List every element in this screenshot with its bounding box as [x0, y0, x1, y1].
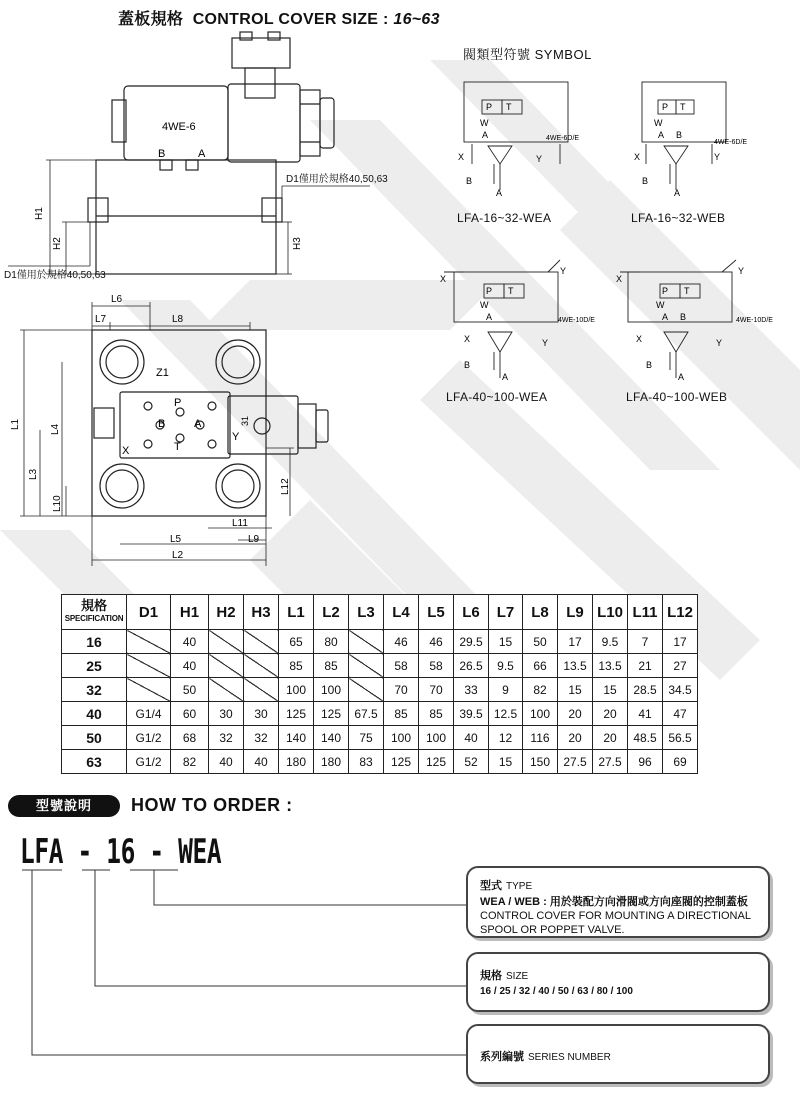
- spec-cell: 30: [209, 702, 244, 726]
- dim-l7: L7: [95, 314, 107, 325]
- sym3-x-top: X: [440, 274, 447, 284]
- dim-l6: L6: [111, 294, 123, 305]
- sym2-valve: 4WE-6D/E: [714, 139, 748, 146]
- spec-cell: 70: [419, 678, 454, 702]
- spec-cell: [127, 678, 171, 702]
- side-port-b: B: [158, 148, 166, 160]
- sym4-y: Y: [716, 338, 723, 348]
- spec-cell: 58: [419, 654, 454, 678]
- spec-cell: 83: [349, 750, 384, 774]
- spec-cell: [209, 630, 244, 654]
- spec-row: [62, 630, 698, 654]
- spec-cell: 140: [279, 726, 314, 750]
- type-box: [466, 866, 770, 938]
- sym2-a2: A: [674, 188, 681, 198]
- dim-l8: L8: [172, 314, 184, 325]
- spec-cell: [209, 678, 244, 702]
- dim-h3-label: H3: [292, 237, 303, 250]
- size-box: [466, 952, 770, 1012]
- sym4-y-top: Y: [738, 266, 745, 276]
- sym3-b: B: [464, 360, 471, 370]
- symbol-diagrams: [430, 60, 800, 400]
- spec-cell: 69: [663, 750, 698, 774]
- spec-size: 25: [62, 654, 127, 678]
- dim-l4: L4: [50, 423, 61, 435]
- spec-cell: 9: [489, 678, 523, 702]
- sym4-valve: 4WE-10D/E: [736, 317, 773, 324]
- spec-cell: 52: [454, 750, 489, 774]
- col-l5: L5: [419, 595, 454, 630]
- spec-cell: 46: [419, 630, 454, 654]
- dim-l3: L3: [28, 468, 39, 480]
- col-h2: H2: [209, 595, 244, 630]
- col-l7: L7: [489, 595, 523, 630]
- spec-cell: 39.5: [454, 702, 489, 726]
- dim-l10: L10: [52, 495, 63, 512]
- sym3-t: T: [508, 286, 514, 296]
- spec-cell: 180: [314, 750, 349, 774]
- spec-cell: 50: [523, 630, 558, 654]
- spec-cell: [244, 630, 279, 654]
- spec-cell: [244, 654, 279, 678]
- spec-cell: 20: [593, 702, 628, 726]
- spec-cell: 65: [279, 630, 314, 654]
- type-line1: WEA / WEB : 用於裝配方向滑閥或方向座閥的控制蓋板: [480, 896, 748, 908]
- spec-cell: 80: [314, 630, 349, 654]
- spec-cell: 48.5: [628, 726, 663, 750]
- sym2-t: T: [680, 102, 686, 112]
- spec-row: [62, 750, 698, 774]
- series-label-en: SERIES NUMBER: [528, 1052, 611, 1063]
- spec-cell: 140: [314, 726, 349, 750]
- dim-h1-label: H1: [34, 207, 45, 220]
- sym4-p: P: [662, 286, 669, 296]
- spec-cell: 180: [279, 750, 314, 774]
- type-line2: CONTROL COVER FOR MOUNTING A DIRECTIONAL: [480, 910, 751, 922]
- spec-cell: 13.5: [593, 654, 628, 678]
- spec-cell: 70: [384, 678, 419, 702]
- spec-cell: 82: [171, 750, 209, 774]
- spec-cell: [209, 654, 244, 678]
- spec-cell: 20: [558, 702, 593, 726]
- sym4-t: T: [684, 286, 690, 296]
- sym3-y-top: Y: [560, 266, 567, 276]
- spec-row: [62, 702, 698, 726]
- side-port-a: A: [198, 148, 206, 160]
- sym3-x: X: [464, 334, 471, 344]
- sym2-p: P: [662, 102, 669, 112]
- sym3-y: Y: [542, 338, 549, 348]
- model-code: LFA - 16 - WEA: [20, 832, 222, 872]
- sym3-a2: A: [502, 372, 509, 382]
- col-l12: L12: [663, 595, 698, 630]
- spec-cell: G1/2: [127, 726, 171, 750]
- spec-cell: 125: [279, 702, 314, 726]
- sym1-p: P: [486, 102, 493, 112]
- valve-label: 4WE-6: [162, 121, 196, 133]
- sym2-x: X: [634, 152, 641, 162]
- symbol-heading: 閥類型符號 SYMBOL: [463, 47, 592, 62]
- symbol-caption-2: LFA-16~32-WEB: [631, 211, 726, 225]
- col-l1: L1: [279, 595, 314, 630]
- spec-cell: 32: [244, 726, 279, 750]
- spec-cell: 15: [593, 678, 628, 702]
- sym4-b2: B: [646, 360, 653, 370]
- spec-cell: 7: [628, 630, 663, 654]
- spec-cell: 40: [244, 750, 279, 774]
- port-b: B: [158, 418, 166, 430]
- spec-cell: 12: [489, 726, 523, 750]
- port-y: Y: [232, 431, 240, 443]
- port-x: X: [122, 445, 130, 457]
- spec-cell: 21: [628, 654, 663, 678]
- spec-cell: 66: [523, 654, 558, 678]
- sym2-y: Y: [714, 152, 721, 162]
- spec-cell: 82: [523, 678, 558, 702]
- order-leader-lines: [0, 860, 480, 1100]
- spec-cell: 33: [454, 678, 489, 702]
- sym4-a: A: [662, 312, 669, 322]
- spec-cell: 17: [663, 630, 698, 654]
- spec-size: 32: [62, 678, 127, 702]
- spec-size: 63: [62, 750, 127, 774]
- symbol-caption-3: LFA-40~100-WEA: [446, 390, 548, 404]
- side-view-drawing: [0, 28, 400, 283]
- spec-size: 40: [62, 702, 127, 726]
- spec-header: 規格 SPECIFICATION: [62, 595, 127, 630]
- spec-cell: 15: [558, 678, 593, 702]
- sym1-x: X: [458, 152, 465, 162]
- sym1-a2: A: [496, 188, 503, 198]
- sym1-w: W: [480, 118, 489, 128]
- dim-l5: L5: [170, 534, 182, 545]
- spec-cell: 9.5: [489, 654, 523, 678]
- type-label-zh: 型式: [480, 880, 502, 892]
- dim-l9: L9: [248, 534, 260, 545]
- spec-cell: 34.5: [663, 678, 698, 702]
- spec-cell: 85: [279, 654, 314, 678]
- d1-note-top: D1僅用於規格40,50,63: [286, 174, 388, 185]
- sym1-valve: 4WE-6D/E: [546, 135, 580, 142]
- how-to-order-heading: HOW TO ORDER :: [131, 795, 293, 815]
- spec-cell: 125: [314, 702, 349, 726]
- spec-cell: 75: [349, 726, 384, 750]
- spec-cell: 125: [419, 750, 454, 774]
- col-l3: L3: [349, 595, 384, 630]
- spec-size: 50: [62, 726, 127, 750]
- spec-cell: [127, 654, 171, 678]
- top-view-drawing: [0, 290, 400, 580]
- spec-cell: 56.5: [663, 726, 698, 750]
- type-line3: SPOOL OR POPPET VALVE.: [480, 924, 625, 936]
- col-l4: L4: [384, 595, 419, 630]
- col-h1: H1: [171, 595, 209, 630]
- col-l10: L10: [593, 595, 628, 630]
- spec-cell: 85: [384, 702, 419, 726]
- d1-note-bottom: D1僅用於規格40,50,63: [4, 270, 106, 281]
- col-l2: L2: [314, 595, 349, 630]
- dim-31: 31: [240, 415, 250, 426]
- sym2-b: B: [676, 130, 683, 140]
- spec-cell: 9.5: [593, 630, 628, 654]
- spec-cell: 46: [384, 630, 419, 654]
- spec-cell: [127, 630, 171, 654]
- sym4-a2: A: [678, 372, 685, 382]
- dim-l2: L2: [172, 550, 184, 561]
- spec-cell: 12.5: [489, 702, 523, 726]
- spec-cell: 15: [489, 750, 523, 774]
- spec-cell: 41: [628, 702, 663, 726]
- port-z1: Z1: [156, 367, 169, 379]
- sym3-w: W: [480, 300, 489, 310]
- sym2-w: W: [654, 118, 663, 128]
- spec-cell: 116: [523, 726, 558, 750]
- spec-row: [62, 678, 698, 702]
- spec-table: [61, 594, 698, 774]
- how-to-order-pill: 型號說明: [8, 795, 120, 817]
- spec-cell: 100: [419, 726, 454, 750]
- spec-cell: 150: [523, 750, 558, 774]
- sym2-b2: B: [642, 176, 649, 186]
- col-l9: L9: [558, 595, 593, 630]
- spec-cell: 30: [244, 702, 279, 726]
- spec-cell: 40: [171, 630, 209, 654]
- sym1-y: Y: [536, 154, 543, 164]
- spec-cell: 27: [663, 654, 698, 678]
- spec-cell: 17: [558, 630, 593, 654]
- col-l8: L8: [523, 595, 558, 630]
- spec-cell: 27.5: [558, 750, 593, 774]
- page-title: 蓋板規格 CONTROL COVER SIZE : 16~63: [118, 11, 440, 28]
- symbol-caption-1: LFA-16~32-WEA: [457, 211, 552, 225]
- spec-cell: 32: [209, 726, 244, 750]
- spec-cell: 26.5: [454, 654, 489, 678]
- spec-cell: 58: [384, 654, 419, 678]
- spec-cell: 13.5: [558, 654, 593, 678]
- spec-cell: [244, 678, 279, 702]
- size-label-en: SIZE: [506, 971, 529, 982]
- spec-cell: 60: [171, 702, 209, 726]
- spec-cell: [349, 654, 384, 678]
- spec-cell: 100: [384, 726, 419, 750]
- spec-cell: G1/2: [127, 750, 171, 774]
- sym4-x: X: [636, 334, 643, 344]
- col-l11: L11: [628, 595, 663, 630]
- sym3-a: A: [486, 312, 493, 322]
- spec-row: [62, 654, 698, 678]
- sym4-x-top: X: [616, 274, 623, 284]
- sym1-b: B: [466, 176, 473, 186]
- type-label-en: TYPE: [506, 881, 533, 892]
- size-values: 16 / 25 / 32 / 40 / 50 / 63 / 80 / 100: [480, 986, 633, 997]
- spec-cell: 40: [171, 654, 209, 678]
- spec-cell: 100: [523, 702, 558, 726]
- port-a: A: [194, 418, 202, 430]
- spec-cell: 85: [419, 702, 454, 726]
- spec-cell: G1/4: [127, 702, 171, 726]
- sym1-a: A: [482, 130, 489, 140]
- series-box: [466, 1024, 770, 1084]
- series-label-zh: 系列編號: [480, 1051, 524, 1063]
- symbol-caption-4: LFA-40~100-WEB: [626, 390, 728, 404]
- spec-cell: 96: [628, 750, 663, 774]
- spec-cell: 40: [454, 726, 489, 750]
- spec-cell: 40: [209, 750, 244, 774]
- sym3-p: P: [486, 286, 493, 296]
- spec-cell: 125: [384, 750, 419, 774]
- spec-cell: 50: [171, 678, 209, 702]
- spec-cell: 20: [593, 726, 628, 750]
- dim-h2-label: H2: [52, 237, 63, 250]
- spec-size: 16: [62, 630, 127, 654]
- size-label-zh: 規格: [480, 970, 502, 982]
- sym4-b: B: [680, 312, 687, 322]
- spec-cell: [349, 678, 384, 702]
- port-p: P: [174, 397, 182, 409]
- spec-cell: [349, 630, 384, 654]
- sym2-a: A: [658, 130, 665, 140]
- spec-cell: 47: [663, 702, 698, 726]
- spec-cell: 28.5: [628, 678, 663, 702]
- spec-cell: 67.5: [349, 702, 384, 726]
- sym1-t: T: [506, 102, 512, 112]
- col-h3: H3: [244, 595, 279, 630]
- spec-cell: 20: [558, 726, 593, 750]
- spec-cell: 85: [314, 654, 349, 678]
- sym4-w: W: [656, 300, 665, 310]
- dim-l12: L12: [280, 478, 291, 495]
- sym3-valve: 4WE-10D/E: [558, 317, 595, 324]
- spec-cell: 29.5: [454, 630, 489, 654]
- spec-cell: 100: [314, 678, 349, 702]
- spec-cell: 100: [279, 678, 314, 702]
- spec-row: [62, 726, 698, 750]
- col-l6: L6: [454, 595, 489, 630]
- dim-l1: L1: [10, 418, 21, 430]
- spec-cell: 27.5: [593, 750, 628, 774]
- spec-cell: 15: [489, 630, 523, 654]
- port-t: T: [174, 441, 181, 453]
- dim-l11: L11: [232, 518, 248, 529]
- col-d1: D1: [127, 595, 171, 630]
- spec-cell: 68: [171, 726, 209, 750]
